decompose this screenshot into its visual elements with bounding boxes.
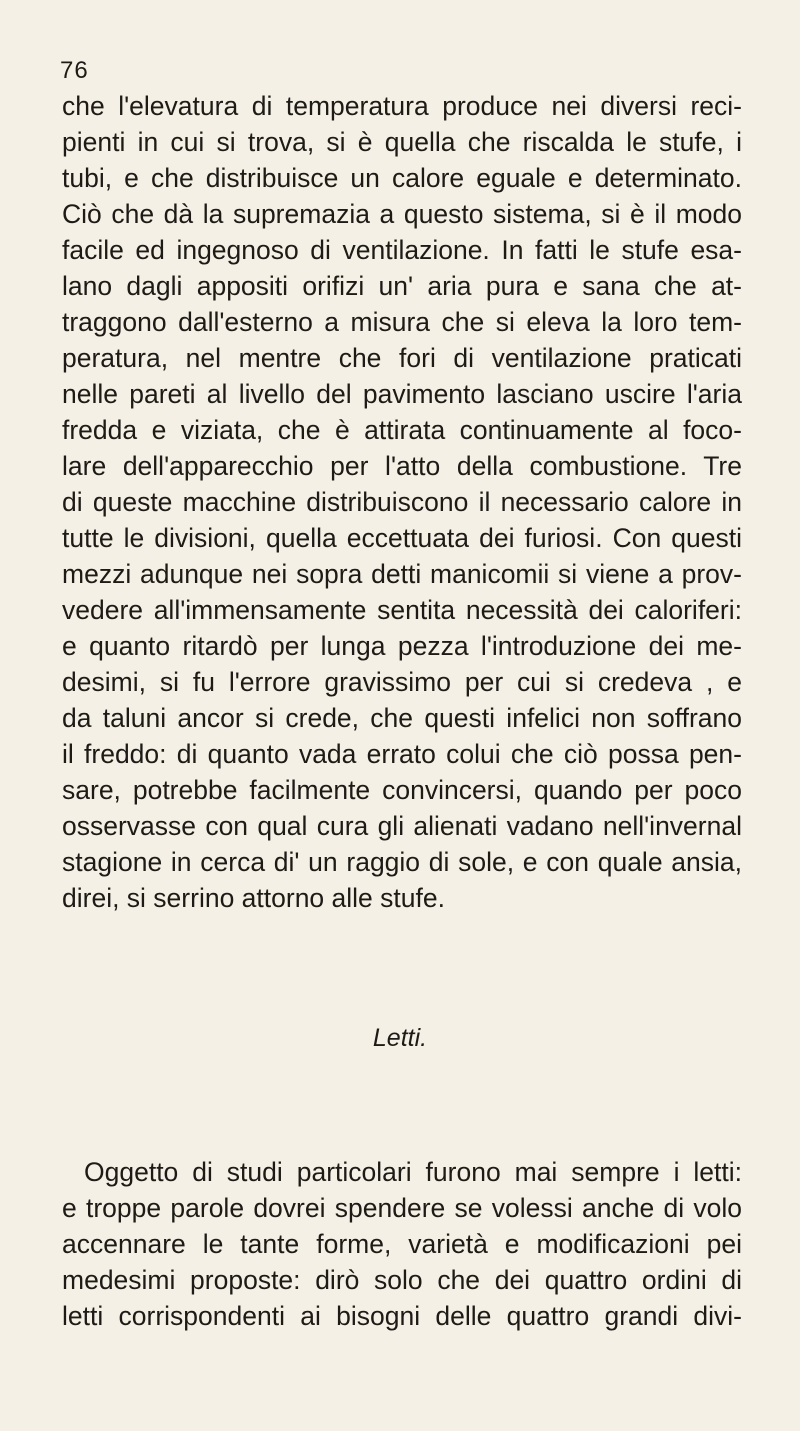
paragraph-heating bbox=[62, 88, 742, 916]
text-line: traggono dall'esterno a misura che si eleva la loro tem- bbox=[62, 307, 742, 337]
text-line: vedere all'immensamente sentita necessità dei caloriferi: bbox=[62, 595, 742, 625]
text-line: direi, si serrino attorno alle stufe. bbox=[62, 883, 445, 913]
text-line: che l'elevatura di temperatura produce nei diversi reci- bbox=[62, 91, 742, 121]
text-line: peratura, nel mentre che fori di ventilazione praticati bbox=[62, 343, 742, 373]
text-line: e quanto ritardò per lunga pezza l'introduzione dei me- bbox=[62, 631, 742, 661]
text-line: tutte le divisioni, quella eccettuata dei furiosi. Con questi bbox=[62, 523, 742, 553]
text-line: accennare le tante forme, varietà e modificazioni pei bbox=[62, 1229, 742, 1259]
text-line: medesimi proposte: dirò solo che dei quattro ordini di bbox=[62, 1265, 742, 1295]
text-line: lano dagli appositi orifizi un' aria pura e sana che at- bbox=[62, 271, 742, 301]
text-line: osservasse con qual cura gli alienati vadano nell'invernal bbox=[62, 811, 742, 841]
section-heading: Letti. bbox=[372, 1024, 428, 1052]
text-line: il freddo: di quanto vada errato colui che ciò possa pen- bbox=[62, 739, 742, 769]
text-line: Ciò che dà la supremazia a questo sistema, si è il modo bbox=[62, 199, 742, 229]
text-line: pienti in cui si trova, si è quella che riscalda le stufe, i bbox=[62, 127, 742, 157]
text-line: mezzi adunque nei sopra detti manicomii si viene a prov- bbox=[62, 559, 742, 589]
text-line: e troppe parole dovrei spendere se volessi anche di volo bbox=[62, 1193, 742, 1223]
text-line: Oggetto di studi particolari furono mai sempre i letti: bbox=[84, 1157, 742, 1187]
text-line: stagione in cerca di' un raggio di sole, e con quale ansia, bbox=[62, 847, 742, 877]
text-line: desimi, si fu l'errore gravissimo per cui si credeva , e bbox=[62, 667, 742, 697]
paragraph-beds bbox=[62, 1154, 742, 1334]
text-line: fredda e viziata, che è attirata continuamente al foco- bbox=[62, 415, 742, 445]
text-line: tubi, e che distribuisce un calore eguale e determinato. bbox=[62, 163, 742, 193]
text-line: letti corrispondenti ai bisogni delle quattro grandi divi- bbox=[62, 1301, 742, 1331]
text-line: sare, potrebbe facilmente convincersi, quando per poco bbox=[62, 775, 742, 805]
text-line: facile ed ingegnoso di ventilazione. In fatti le stufe esa- bbox=[62, 235, 742, 265]
text-line: nelle pareti al livello del pavimento lasciano uscire l'aria bbox=[62, 379, 742, 409]
text-line: da taluni ancor si crede, che questi infelici non soffrano bbox=[62, 703, 742, 733]
page-number: 76 bbox=[60, 57, 89, 84]
text-line: lare dell'apparecchio per l'atto della combustione. Tre bbox=[62, 451, 742, 481]
text-line: di queste macchine distribuiscono il necessario calore in bbox=[62, 487, 742, 517]
